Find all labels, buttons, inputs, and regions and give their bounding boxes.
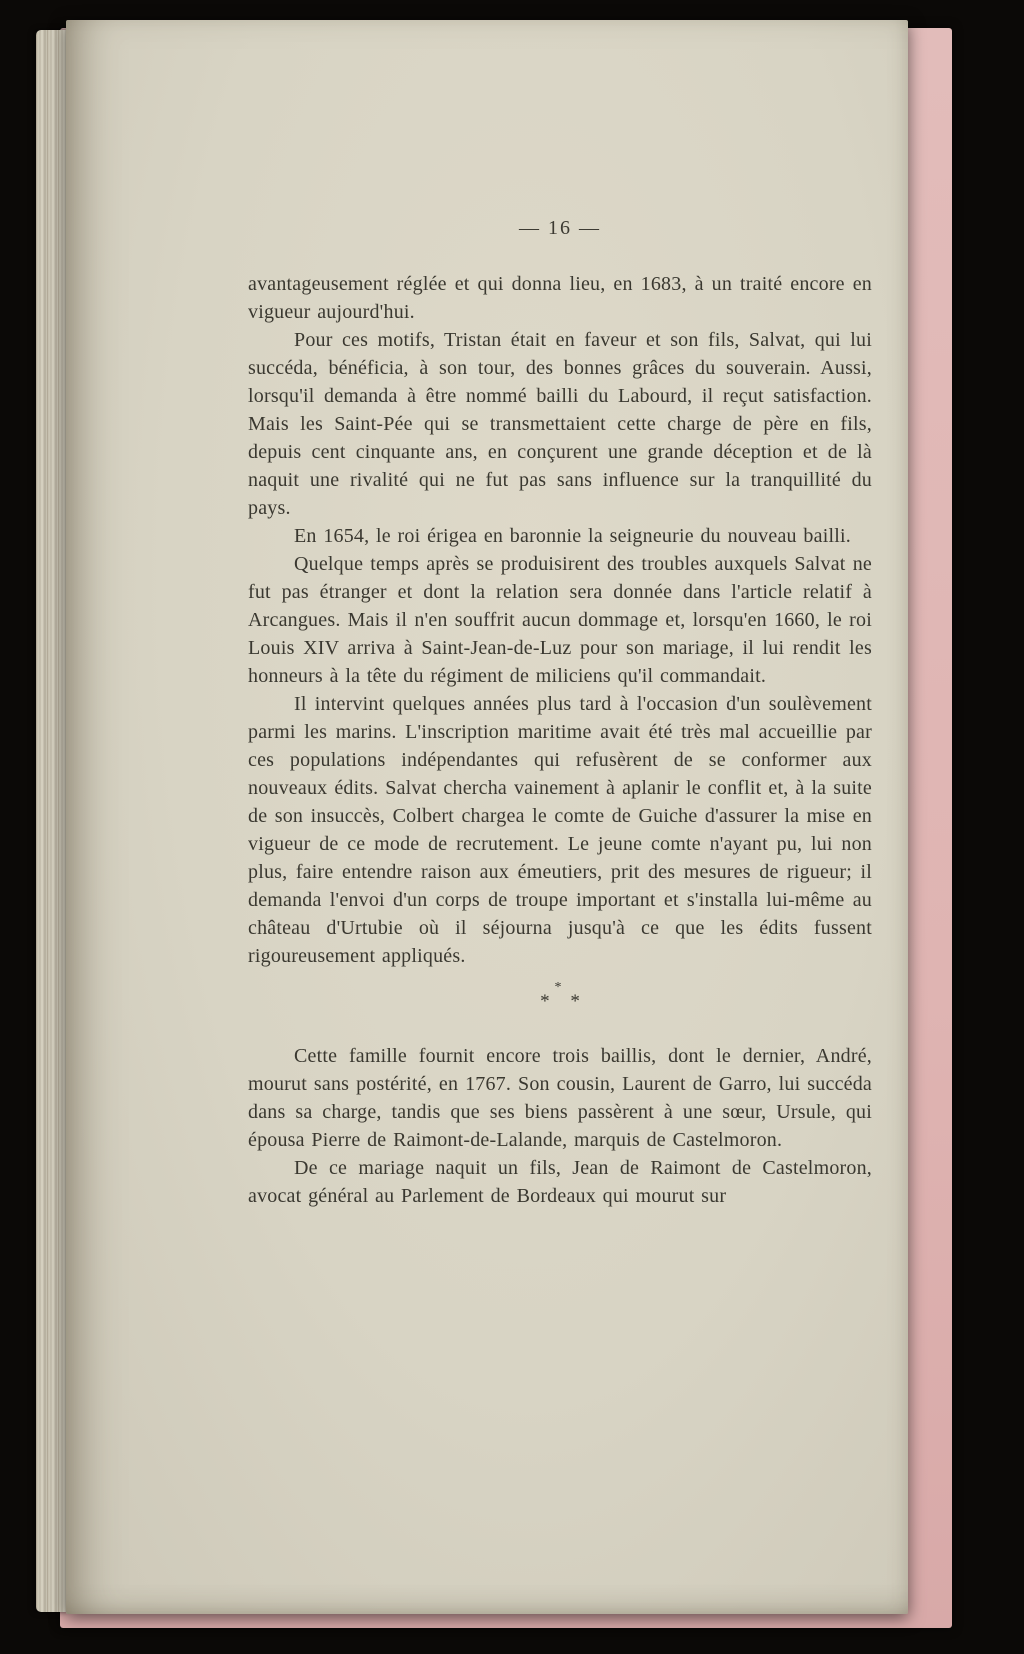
- paragraph: Cette famille fournit encore trois baillis, dont le dernier, André, mourut sans postérité, en 1767. Son cousin, Laurent de Garro, lui succéda dans sa charge, tandis que ses biens passèrent à une sœur, Ursule, qui épousa Pierre de Raimont-de-Lalande, marquis de Castelmoron.: [248, 1045, 872, 1151]
- paragraph: De ce mariage naquit un fils, Jean de Raimont de Castelmoron, avocat général au Parlement de Bordeaux qui mourut sur: [248, 1157, 872, 1207]
- book-page: [66, 20, 908, 1614]
- asterisk-separator-bottom: * *: [540, 991, 588, 1012]
- page-stack-edges: [36, 30, 70, 1612]
- paragraph: Pour ces motifs, Tristan était en faveur et son fils, Salvat, qui lui succéda, bénéficia, à son tour, des bonnes grâces du souverain. Aussi, lorsqu'il demanda à être nommé bailli du Labourd, il reçut satisfaction. Mais les Saint-Pée qui se transmettaient cette charge de père en fils, depuis cent cinquante ans, en conçurent une grande déception et de là naquit une rivalité qui ne fut pas sans influence sur la tranquillité du pays.: [248, 329, 872, 519]
- asterisk-separator-top: *: [554, 980, 566, 995]
- paragraph: avantageusement réglée et qui donna lieu, en 1683, à un traité encore en vigueur aujourd'hui.: [248, 273, 872, 323]
- page-number: — 16 —: [519, 217, 601, 239]
- paragraph: Il intervint quelques années plus tard à l'occasion d'un soulèvement parmi les marins. L'inscription maritime avait été très mal accueillie par ces populations indépendantes qui refusèrent de se conformer aux nouveaux édits. Salvat chercha vainement à aplanir le conflit et, à la suite de son insuccès, Colbert chargea le comte de Guiche d'assurer la mise en vigueur de ce mode de recrutement. Le jeune comte n'ayant pu, lui non plus, faire entendre raison aux émeutiers, prit des mesures de rigueur; il demanda l'envoi d'un corps de troupe important et s'installa lui-même au château d'Urtubie où il séjourna jusqu'à ce que les édits fussent rigoureusement appliqués.: [248, 693, 872, 967]
- page-text-column: [248, 216, 872, 1210]
- asterisk-separator: [248, 982, 872, 1010]
- paragraph: Quelque temps après se produisirent des troubles auxquels Salvat ne fut pas étranger et dont la relation sera donnée dans l'article relatif à Arcangues. Mais il n'en souffrit aucun dommage et, lorsqu'en 1660, le roi Louis XIV arriva à Saint-Jean-de-Luz pour son mariage, il lui rendit les honneurs à la tête du régiment de miliciens qu'il commandait.: [248, 553, 872, 687]
- paragraph: En 1654, le roi érigea en baronnie la seigneurie du nouveau bailli.: [294, 525, 851, 547]
